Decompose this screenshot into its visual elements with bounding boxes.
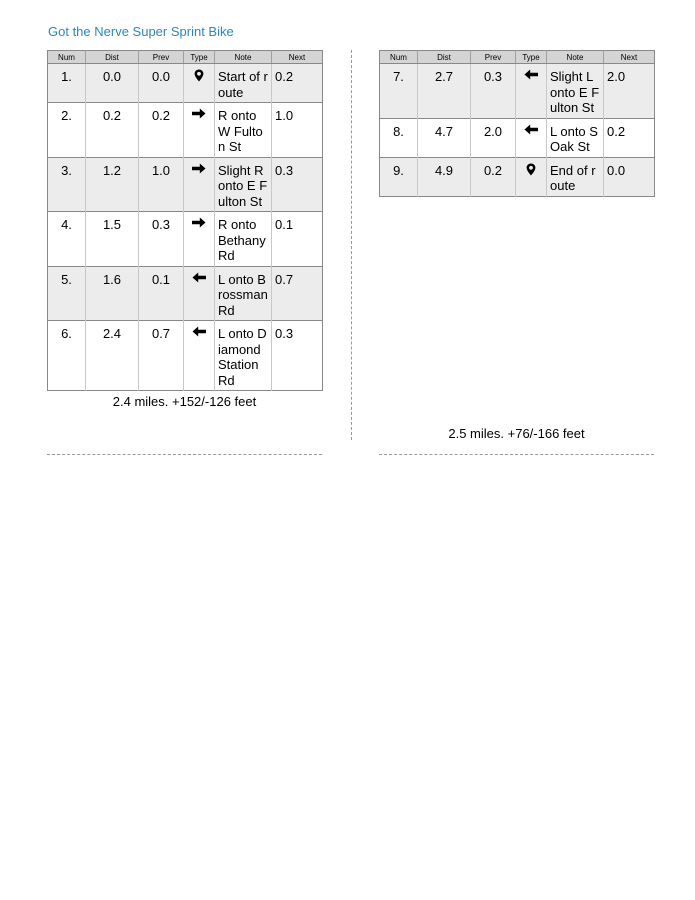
table-row (380, 118, 655, 157)
cell-prev: 0.7 (139, 321, 184, 391)
cell-next: 0.2 (272, 64, 323, 103)
arrow-left-icon (184, 321, 215, 391)
cell-next: 1.0 (272, 103, 323, 158)
cell-note: L onto Brossman Rd (215, 266, 272, 321)
cell-prev: 0.1 (139, 266, 184, 321)
cell-num: 9. (380, 157, 418, 196)
cell-next: 0.3 (272, 321, 323, 391)
col-header-prev: Prev (139, 51, 184, 64)
table-row (48, 157, 323, 212)
cue-table-left (47, 50, 323, 391)
cue-table-left-body (48, 64, 323, 391)
col-header-prev: Prev (471, 51, 516, 64)
col-header-dist: Dist (418, 51, 471, 64)
col-header-type: Type (184, 51, 215, 64)
cell-num: 7. (380, 64, 418, 119)
cell-num: 8. (380, 118, 418, 157)
arrow-left-icon (516, 64, 547, 119)
table-header-row (48, 51, 323, 64)
table-row (48, 64, 323, 103)
cell-num: 4. (48, 212, 86, 267)
col-header-next: Next (604, 51, 655, 64)
cell-dist: 1.6 (86, 266, 139, 321)
col-header-type: Type (516, 51, 547, 64)
marker-icon (516, 157, 547, 196)
cue-sheet-left-panel (47, 50, 322, 409)
horizontal-cut-line-right (379, 454, 654, 455)
cell-note: End of route (547, 157, 604, 196)
right-summary: 2.5 miles. +76/-166 feet (448, 426, 585, 441)
cell-note: Start of route (215, 64, 272, 103)
cue-table-right (379, 50, 655, 197)
cell-prev: 2.0 (471, 118, 516, 157)
col-header-num: Num (48, 51, 86, 64)
table-row (380, 64, 655, 119)
cell-next: 0.0 (604, 157, 655, 196)
col-header-next: Next (272, 51, 323, 64)
table-row (380, 157, 655, 196)
cell-note: R onto W Fulton St (215, 103, 272, 158)
cell-dist: 1.2 (86, 157, 139, 212)
cell-note: L onto Diamond Station Rd (215, 321, 272, 391)
cell-num: 3. (48, 157, 86, 212)
col-header-note: Note (547, 51, 604, 64)
table-header-row (380, 51, 655, 64)
arrow-left-icon (184, 266, 215, 321)
cell-prev: 0.2 (471, 157, 516, 196)
cell-next: 0.7 (272, 266, 323, 321)
cell-prev: 0.3 (471, 64, 516, 119)
table-row (48, 321, 323, 391)
cell-num: 1. (48, 64, 86, 103)
cell-dist: 2.7 (418, 64, 471, 119)
cue-table-right-body (380, 64, 655, 197)
vertical-cut-line (351, 50, 352, 440)
page-title: Got the Nerve Super Sprint Bike (48, 24, 234, 39)
table-row (48, 266, 323, 321)
arrow-right-icon (184, 212, 215, 267)
cell-dist: 0.0 (86, 64, 139, 103)
cell-prev: 0.0 (139, 64, 184, 103)
horizontal-cut-line-left (47, 454, 322, 455)
col-header-dist: Dist (86, 51, 139, 64)
col-header-num: Num (380, 51, 418, 64)
cell-dist: 4.9 (418, 157, 471, 196)
cell-note: L onto S Oak St (547, 118, 604, 157)
cell-next: 0.1 (272, 212, 323, 267)
cell-next: 0.3 (272, 157, 323, 212)
cell-prev: 0.2 (139, 103, 184, 158)
cell-dist: 1.5 (86, 212, 139, 267)
cell-next: 2.0 (604, 64, 655, 119)
cell-dist: 4.7 (418, 118, 471, 157)
cell-dist: 2.4 (86, 321, 139, 391)
cell-note: R onto Bethany Rd (215, 212, 272, 267)
arrow-right-icon (184, 157, 215, 212)
cell-note: Slight L onto E Fulton St (547, 64, 604, 119)
cell-note: Slight R onto E Fulton St (215, 157, 272, 212)
left-summary: 2.4 miles. +152/-126 feet (112, 394, 257, 409)
cell-prev: 1.0 (139, 157, 184, 212)
cell-prev: 0.3 (139, 212, 184, 267)
cue-sheet-right-panel (379, 50, 654, 197)
arrow-left-icon (516, 118, 547, 157)
table-row (48, 212, 323, 267)
arrow-right-icon (184, 103, 215, 158)
cell-num: 6. (48, 321, 86, 391)
col-header-note: Note (215, 51, 272, 64)
marker-icon (184, 64, 215, 103)
cell-dist: 0.2 (86, 103, 139, 158)
cell-num: 5. (48, 266, 86, 321)
cell-num: 2. (48, 103, 86, 158)
cell-next: 0.2 (604, 118, 655, 157)
table-row (48, 103, 323, 158)
